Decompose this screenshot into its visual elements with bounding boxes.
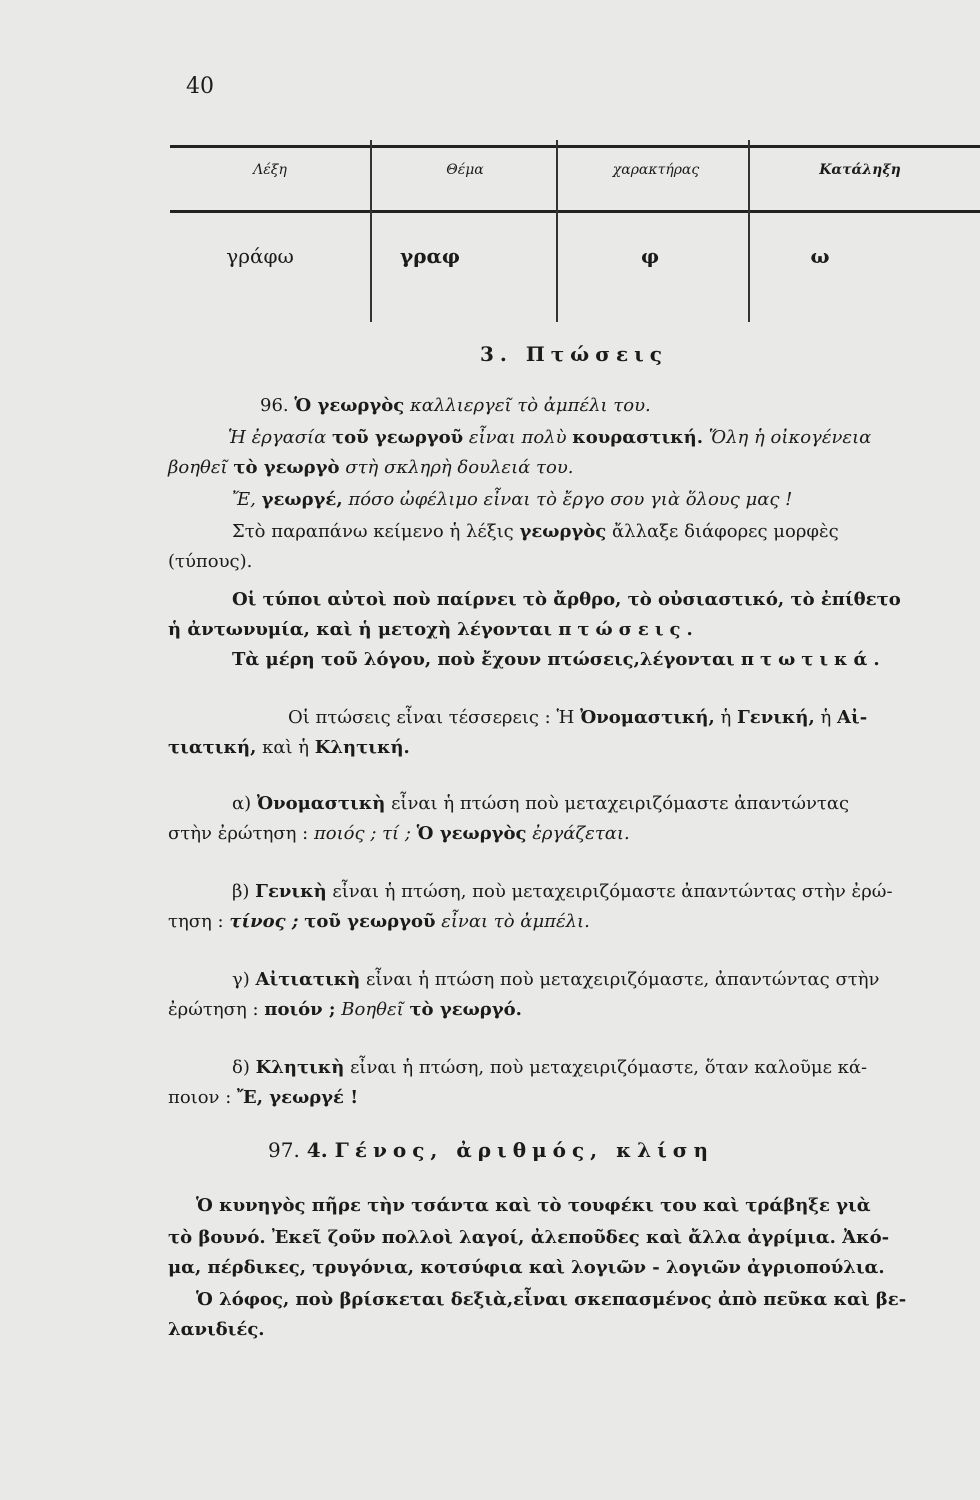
bold-term: γεωργὸς xyxy=(519,521,607,542)
morphology-table xyxy=(170,140,980,322)
plain-text: εἶναι ἡ πτώση, ποὺ μεταχειριζόμαστε ἀπαντώντας στὴν ἐρώ- xyxy=(332,881,893,902)
spaced-term: πτωτικά. xyxy=(740,649,886,670)
plain-text: ἐρώτηση : xyxy=(168,999,259,1020)
case-label: δ) xyxy=(232,1057,250,1078)
paragraph-line: λανιδιές. xyxy=(168,1319,265,1340)
case-label: γ) xyxy=(232,969,250,990)
table-cell-charaktiras: φ xyxy=(640,244,660,268)
italic-text: Ὅλη ἡ οἰκογένεια xyxy=(708,427,872,448)
rule-2-line xyxy=(232,648,886,672)
case-a-line-1 xyxy=(232,792,849,816)
plain-text: στὴν ἐρώτηση : xyxy=(168,823,309,844)
italic-text: Ἡ ἐργασία xyxy=(228,427,327,448)
bold-term: κουραστική. xyxy=(572,427,704,448)
rule-1-line-2 xyxy=(168,618,699,642)
plain-text: εἶναι ἡ πτώση ποὺ μεταχειριζόμαστε ἀπαντώντας xyxy=(391,793,850,814)
italic-text: στὴ σκληρὴ δουλειά του. xyxy=(345,457,574,478)
table-col-divider xyxy=(370,140,372,322)
example-96-line-3 xyxy=(168,456,573,480)
bold-term: γεωργέ, xyxy=(261,489,343,510)
bold-term: τοῦ γεωργοῦ xyxy=(304,911,436,932)
plain-text: Οἱ πτώσεις εἶναι τέσσερεις : Ἡ xyxy=(288,707,575,728)
bold-italic-term: τίνος ; xyxy=(229,911,299,932)
bold-term: Αἰ- xyxy=(837,707,868,728)
paragraph-line: τὸ βουνό. Ἐκεῖ ζοῦν πολλοὶ λαγοί, ἀλεποῦδες καὶ ἄλλα ἀγρίμια. Ἀκό- xyxy=(168,1227,890,1248)
case-label: α) xyxy=(232,793,252,814)
section-number: 4. xyxy=(306,1138,328,1162)
table-cell-lexi: γράφω xyxy=(226,244,294,268)
bold-term: Ἔ, γεωργέ ! xyxy=(237,1087,359,1108)
bold-term: Ὁ γεωργὸς xyxy=(416,823,527,844)
bold-term: τιατική, xyxy=(168,737,257,758)
plain-text: καὶ ἡ xyxy=(262,737,310,758)
example-96-line-2 xyxy=(228,426,871,450)
case-b-line-1 xyxy=(232,880,893,904)
case-b-line-2 xyxy=(168,910,590,934)
bold-term: Γενικὴ xyxy=(255,881,327,902)
plain-text: ἡ xyxy=(820,707,832,728)
section-title-text: Γένος, ἀριθμός, κλίση xyxy=(334,1138,715,1162)
italic-text: Ἔ, xyxy=(232,489,256,510)
table-cell-thema: γραφ xyxy=(400,244,460,268)
bold-term: τὸ γεωργό. xyxy=(409,999,522,1020)
text-changes-line-1 xyxy=(232,520,839,544)
table-header-lexi: Λέξη xyxy=(253,162,287,178)
italic-text: εἶναι τὸ ἀμπέλι. xyxy=(441,911,590,932)
bold-term: ποιόν ; xyxy=(264,999,336,1020)
table-col-divider xyxy=(748,140,750,322)
paragraph-line: μα, πέρδικες, τρυγόνια, κοτσύφια καὶ λογιῶν - λογιῶν ἀγριοπούλια. xyxy=(168,1257,885,1278)
paragraph-line: Ὁ κυνηγὸς πῆρε τὴν τσάντα καὶ τὸ τουφέκι του καὶ τράβηξε γιὰ xyxy=(196,1195,871,1216)
plain-text: εἶναι ἡ πτώση, ποὺ μεταχειριζόμαστε, ὅταν καλοῦμε κά- xyxy=(350,1057,868,1078)
case-a-line-2 xyxy=(168,822,630,846)
bold-term: Αἰτιατικὴ xyxy=(255,969,361,990)
example-number: 96. xyxy=(260,395,289,416)
page-number: 40 xyxy=(186,74,214,99)
italic-text: ποιός ; τί ; xyxy=(313,823,411,844)
case-c-line-2 xyxy=(168,998,522,1022)
italic-text: Βοηθεῖ xyxy=(341,999,404,1020)
bold-term: Γενική, xyxy=(737,707,815,728)
italic-text: πόσο ὠφέλιμο εἶναι τὸ ἔργο σου γιὰ ὅλους μας ! xyxy=(348,489,793,510)
cases-line-2 xyxy=(168,736,410,760)
bold-term: Ὁ γεωργὸς xyxy=(294,395,405,416)
bold-term: Ὀνομαστική, xyxy=(580,707,715,728)
table-header-charaktiras: χαρακτήρας xyxy=(612,162,700,178)
section-title-genos xyxy=(268,1138,714,1162)
bold-term: ἡ ἀντωνυμία, καὶ ἡ μετοχὴ λέγονται xyxy=(168,619,552,640)
example-96-line-1 xyxy=(260,394,651,418)
example-number: 97. xyxy=(268,1138,300,1162)
bold-term: τοῦ γεωργοῦ xyxy=(331,427,464,448)
bold-term: Κλητική. xyxy=(314,737,410,758)
spaced-term: πτώσεις. xyxy=(558,619,699,640)
table-top-rule xyxy=(170,145,980,148)
table-header-katalixi: Κατάληξη xyxy=(819,162,901,178)
bold-term: Κλητικὴ xyxy=(255,1057,345,1078)
case-d-line-1 xyxy=(232,1056,867,1080)
plain-text: ἄλλαξε διάφορες μορφὲς xyxy=(612,521,839,542)
bold-term: Τὰ μέρη τοῦ λόγου, ποὺ ἔχουν πτώσεις,λέγονται xyxy=(232,649,735,670)
italic-text: καλλιεργεῖ τὸ ἀμπέλι του. xyxy=(409,395,651,416)
table-header-thema: Θέμα xyxy=(446,162,484,178)
paragraph-line: Ὁ λόφος, ποὺ βρίσκεται δεξιὰ,εἶναι σκεπασμένος ἀπὸ πεῦκα καὶ βε- xyxy=(196,1289,907,1310)
plain-text: τηση : xyxy=(168,911,224,932)
plain-text: Στὸ παραπάνω κείμενο ἡ λέξις xyxy=(232,521,514,542)
table-cell-katalixi: ω xyxy=(810,244,830,268)
table-header-rule xyxy=(170,210,980,213)
text-changes-line-2: (τύπους). xyxy=(168,551,253,572)
plain-text: εἶναι ἡ πτώση ποὺ μεταχειριζόμαστε, ἀπαντώντας στὴν xyxy=(366,969,880,990)
case-d-line-2 xyxy=(168,1086,358,1110)
cases-line-1 xyxy=(288,706,867,730)
italic-text: βοηθεῖ xyxy=(168,457,228,478)
bold-term: Ὀνομαστικὴ xyxy=(256,793,386,814)
case-label: β) xyxy=(232,881,250,902)
rule-1-line-1: Οἱ τύποι αὐτοὶ ποὺ παίρνει τὸ ἄρθρο, τὸ οὐσιαστικό, τὸ ἐπίθετο xyxy=(232,589,901,610)
section-title-ptoseis: 3. Πτώσεις xyxy=(480,342,668,366)
italic-text: εἶναι πολὺ xyxy=(468,427,567,448)
plain-text: ποιον : xyxy=(168,1087,232,1108)
example-96-line-4 xyxy=(232,488,792,512)
case-c-line-1 xyxy=(232,968,879,992)
table-col-divider xyxy=(556,140,558,322)
italic-text: ἐργάζεται. xyxy=(532,823,630,844)
bold-term: τὸ γεωργὸ xyxy=(233,457,340,478)
plain-text: ἡ xyxy=(720,707,732,728)
